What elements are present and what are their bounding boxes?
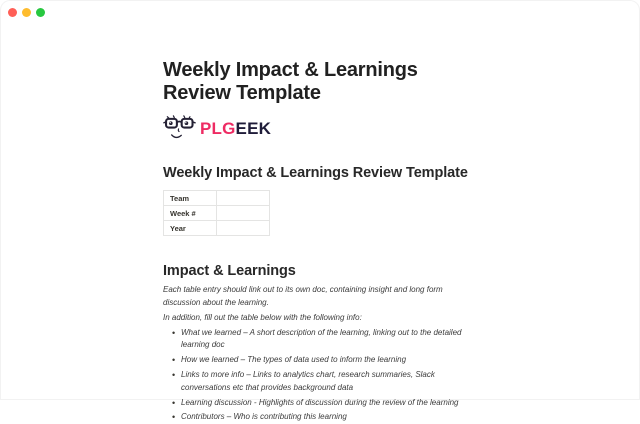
impact-instruction-paragraph: In addition, fill out the table below with the following info: [163, 313, 362, 322]
table-cell-team-value[interactable] [217, 191, 270, 206]
minimize-button[interactable] [22, 8, 31, 17]
plgeek-logo [163, 114, 479, 142]
list-item: • Links to more info – Links to analytics chart, research summaries, Slack conversations etc that provides background data [163, 369, 479, 394]
plgeek-wordmark [200, 120, 271, 137]
review-meta-table [163, 190, 270, 236]
page-title: Weekly Impact & Learnings Review Template [163, 59, 418, 104]
list-item: • Contributors – Who is contributing this learning [163, 411, 479, 423]
wordmark-plg: PLG [200, 118, 236, 138]
table-cell-week-label[interactable]: Week # [164, 206, 217, 221]
table-cell-team-label[interactable]: Team [164, 191, 217, 206]
list-item: • How we learned – The types of data used to inform the learning [163, 354, 479, 366]
zoom-button[interactable] [36, 8, 45, 17]
impact-intro-paragraph: Each table entry should link out to its own doc, containing insight and long form discussion about the learning. [163, 285, 443, 307]
list-item: • Learning discussion - Highlights of discussion during the review of the learning [163, 397, 479, 409]
review-section-heading: Weekly Impact & Learnings Review Template [163, 165, 468, 181]
table-cell-year-label[interactable]: Year [164, 221, 217, 236]
table-cell-week-value[interactable] [217, 206, 270, 221]
table-row [164, 191, 270, 206]
impact-section-heading: Impact & Learnings [163, 263, 296, 279]
geek-face-icon [163, 114, 196, 142]
close-button[interactable] [8, 8, 17, 17]
list-item: • What we learned – A short description of the learning, linking out to the detailed learning doc [163, 327, 479, 352]
window-controls [8, 8, 45, 17]
table-row [164, 206, 270, 221]
table-row [164, 221, 270, 236]
wordmark-eek: EEK [235, 118, 272, 138]
document-body [163, 0, 479, 424]
table-cell-year-value[interactable] [217, 221, 270, 236]
impact-bullet-list [163, 327, 479, 424]
